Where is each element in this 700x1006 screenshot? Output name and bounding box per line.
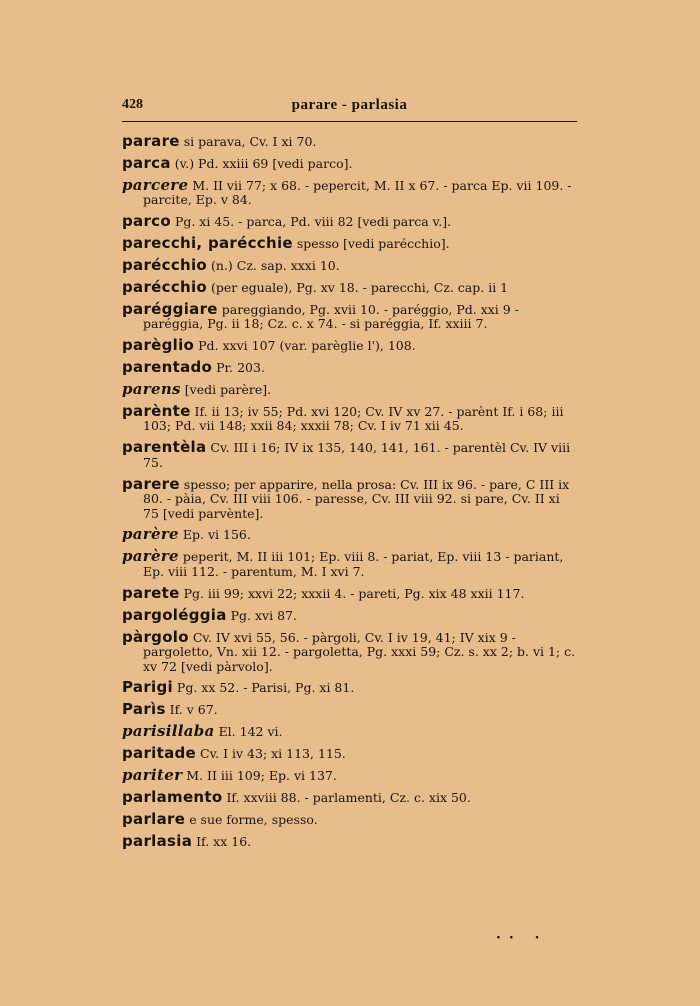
dictionary-entry: [122, 255, 578, 274]
entry-citations: Pg. iii 99; xxvi 22; xxxii 4. - pareti, Pg. xix 48 xxii 117.: [183, 585, 525, 601]
dictionary-entry: [122, 338, 578, 354]
entry-citations: M. II vii 77; x 68. - pepercit, M. II x 67. - parca Ep. vii 109. - parcite, Ep. v 84.: [143, 177, 572, 208]
dictionary-entry: [122, 379, 578, 398]
entry-citations: (n.) Cz. sap. xxxi 10.: [211, 257, 340, 273]
entry-citations: [vedi parère].: [184, 381, 272, 397]
dictionary-entry: [122, 134, 578, 150]
entry-citations: M. II iii 109; Ep. vi 137.: [186, 767, 337, 783]
entry-headword: parènte: [122, 401, 191, 420]
dictionary-entry: [122, 831, 578, 850]
entry-citations: pareggiando, Pg. xvii 10. - paréggio, Pd. xxi 9 - paréggia, Pg. ii 18; Cz. c. x 74. - si paréggia, If. xxiii 7.: [143, 301, 519, 332]
dictionary-entry: [122, 360, 578, 376]
entry-headword: pariter: [122, 765, 183, 784]
entry-citations: peperit, M. II iii 101; Ep. viii 8. - pariat, Ep. viii 13 - pariant, Ep. viii 112. - parentum, M. I xvi 7.: [143, 549, 564, 579]
dictionary-entry: [122, 214, 578, 230]
entry-headword: parisillaba: [122, 722, 215, 741]
entry-headword: parco: [122, 212, 171, 231]
entry-citations: Pg. xi 45. - parca, Pd. viii 82 [vedi parca v.].: [174, 214, 452, 230]
dictionary-entry: [122, 153, 578, 172]
entry-citations: si parava, Cv. I xi 70.: [183, 134, 317, 149]
entry-headword: parere: [122, 474, 180, 493]
dictionary-entry: [122, 299, 578, 332]
entry-headword: parentèla: [122, 438, 207, 457]
entry-headword: parécchio: [122, 255, 208, 274]
entry-headword: parcere: [122, 175, 189, 194]
dictionary-entry: [122, 787, 578, 806]
entry-headword: parécchio: [122, 277, 208, 296]
entry-headword: parlasia: [122, 831, 193, 850]
entry-headword: parca: [122, 153, 171, 172]
dictionary-entry: [122, 746, 578, 762]
dictionary-entry: [122, 440, 578, 470]
entry-citations: If. v 67.: [169, 702, 218, 718]
entry-citations: If. xx 16.: [196, 833, 252, 849]
entry-citations: If. ii 13; iv 55; Pd. xvi 120; Cv. IV xv 27. - parènt If. i 68; iii 103; Pd. vii 148; xxii 84; xxxii 78; Cv. I iv 71 xii 45.: [143, 403, 564, 434]
entry-headword: parlare: [122, 809, 186, 828]
entry-headword: Parigi: [122, 678, 173, 697]
entry-citations: Cv. III i 16; IV ix 135, 140, 141, 161. - parentèl Cv. IV viii 75.: [143, 440, 571, 470]
entry-headword: parèglio: [122, 336, 195, 355]
dictionary-entry: [122, 549, 578, 579]
entry-headword: paréggiare: [122, 299, 218, 318]
dictionary-entry: [122, 527, 578, 543]
entry-headword: parecchi, parécchie: [122, 234, 293, 253]
page-number: 428: [122, 97, 143, 112]
dictionary-entry: [122, 236, 578, 252]
entry-headword: pargoléggia: [122, 605, 227, 624]
header-rule: [122, 121, 577, 122]
entry-citations: (v.) Pd. xxiii 69 [vedi parco].: [174, 155, 353, 171]
dictionary-entry: [122, 702, 578, 718]
entry-citations: If. xxviii 88. - parlamenti, Cz. c. xix 50.: [226, 789, 471, 805]
dictionary-entry: [122, 605, 578, 624]
entry-headword: parentado: [122, 358, 213, 377]
running-title: parare - parlasia: [291, 97, 408, 113]
entry-citations: e sue forme, spesso.: [189, 811, 318, 827]
entry-citations: Pg. xvi 87.: [230, 607, 297, 623]
dictionary-entry: [122, 809, 578, 828]
entry-list: [122, 134, 578, 856]
entry-citations: (per eguale), Pg. xv 18. - parecchi, Cz. cap. ii 1: [211, 279, 509, 295]
entry-citations: Pd. xxvi 107 (var. parèglie l'), 108.: [198, 338, 416, 354]
entry-headword: parete: [122, 583, 180, 602]
dictionary-entry: [122, 765, 578, 784]
entry-citations: Ep. vi 156.: [182, 527, 251, 543]
entry-citations: Pr. 203.: [216, 360, 265, 376]
dictionary-entry: [122, 401, 578, 434]
page-header: [122, 97, 577, 119]
entry-citations: Cv. I iv 43; xi 113, 115.: [200, 746, 346, 762]
print-specks: ·· ·: [496, 930, 548, 946]
entry-headword: parare: [122, 134, 180, 150]
entry-citations: spesso [vedi parécchio].: [296, 236, 450, 252]
entry-headword: Parìs: [122, 700, 166, 719]
dictionary-entry: [122, 724, 578, 740]
entry-headword: pàrgolo: [122, 627, 189, 646]
entry-citations: El. 142 vi.: [218, 724, 283, 740]
entry-headword: parlamento: [122, 787, 223, 806]
dictionary-entry: [122, 627, 578, 675]
entry-citations: Cv. IV xvi 55, 56. - pàrgoli, Cv. I iv 19, 41; IV xix 9 - pargoletto, Vn. xii 12. - pargoletta, Pg. xxxi 59; Cz. s. xx 2; b. vi 1; c. xv 72 [vedi pàrvolo].: [143, 629, 576, 674]
entry-citations: spesso; per apparire, nella prosa: Cv. III ix 96. - pare, C III ix 80. - pàia, Cv. III viii 106. - paresse, Cv. III viii 92. si pare, Cv. II xi 75 [vedi parvènte].: [143, 476, 570, 521]
dictionary-entry: [122, 680, 578, 696]
entry-citations: Pg. xx 52. - Parisi, Pg. xi 81.: [176, 680, 355, 696]
entry-headword: parens: [122, 379, 181, 398]
entry-headword: paritade: [122, 744, 197, 763]
entry-headword: parère: [122, 547, 179, 566]
entry-headword: parère: [122, 525, 179, 544]
dictionary-entry: [122, 474, 578, 522]
dictionary-entry: [122, 277, 578, 296]
dictionary-entry: [122, 583, 578, 602]
dictionary-entry: [122, 175, 578, 208]
